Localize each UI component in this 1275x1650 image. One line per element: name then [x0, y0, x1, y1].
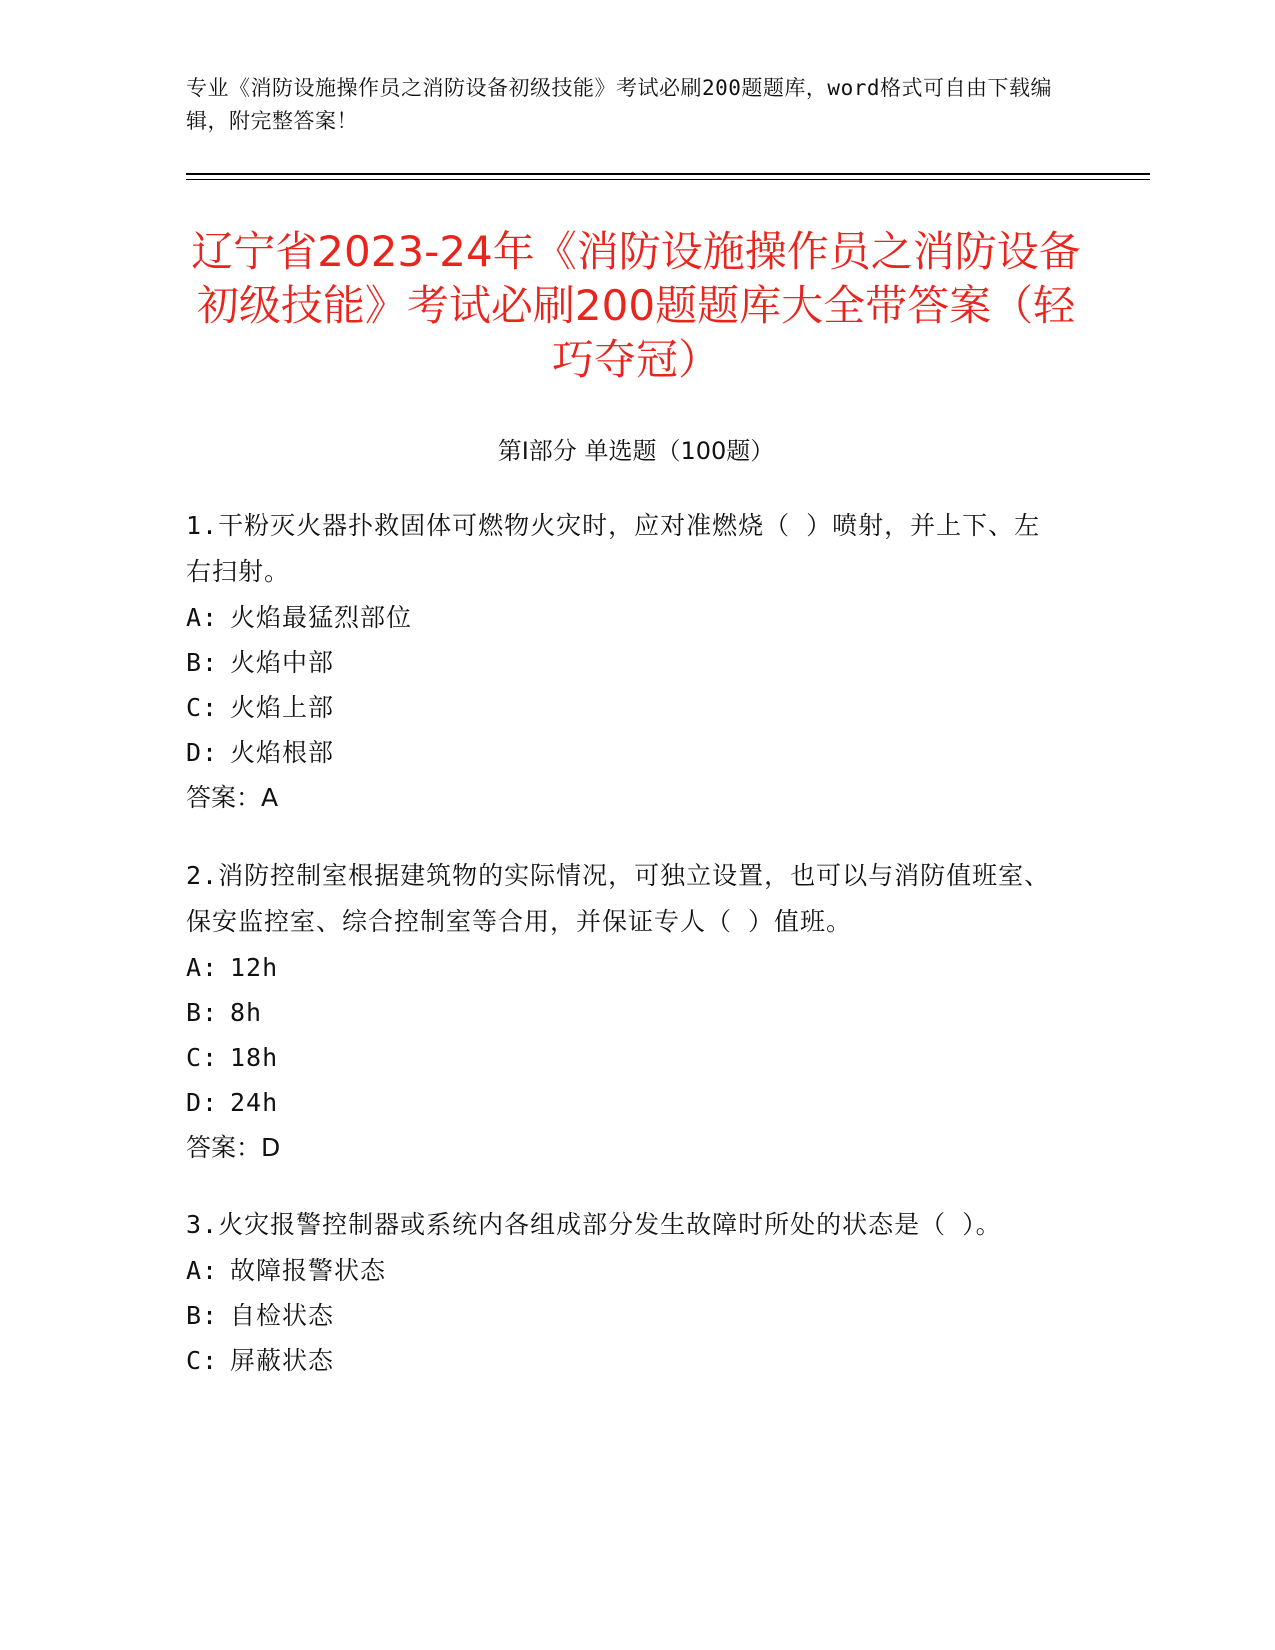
question-2 — [186, 853, 1066, 1171]
section-heading: 第I部分 单选题（100题） — [497, 437, 775, 465]
question-3 — [186, 1202, 1066, 1383]
option-text: 火焰中部 — [230, 648, 335, 677]
option-a — [186, 945, 1066, 990]
option-text: 故障报警状态 — [230, 1256, 387, 1285]
option-text: 12h — [230, 953, 279, 982]
option-letter: D: — [186, 738, 219, 767]
option-text: 火焰上部 — [230, 693, 335, 722]
header-divider-thin — [186, 179, 1150, 180]
option-text: 自检状态 — [230, 1301, 335, 1330]
option-b — [186, 990, 1066, 1035]
option-d — [186, 730, 1066, 775]
option-c — [186, 1035, 1066, 1080]
option-letter: B: — [186, 648, 219, 677]
question-1 — [186, 503, 1066, 821]
option-letter: D: — [186, 1088, 219, 1117]
document-title: 辽宁省2023-24年《消防设施操作员之消防设备初级技能》考试必刷200题题库大全带答案（轻巧夺冠） — [191, 227, 1081, 384]
option-letter: A: — [186, 1256, 219, 1285]
option-letter: C: — [186, 1043, 219, 1072]
answer: 答案：A — [186, 783, 279, 812]
option-c — [186, 1338, 1066, 1383]
option-letter: C: — [186, 693, 219, 722]
option-text: 火焰最猛烈部位 — [230, 603, 413, 632]
question-stem: 1.干粉灭火器扑救固体可燃物火灾时，应对准燃烧（ ）喷射，并上下、左右扫射。 — [186, 511, 1041, 586]
option-d — [186, 1080, 1066, 1125]
option-text: 8h — [230, 998, 263, 1027]
option-letter: A: — [186, 953, 219, 982]
answer: 答案：D — [186, 1133, 281, 1162]
option-letter: B: — [186, 1301, 219, 1330]
header-divider-thick — [186, 173, 1150, 175]
option-text: 屏蔽状态 — [230, 1346, 335, 1375]
header-note: 专业《消防设施操作员之消防设备初级技能》考试必刷200题题库，word格式可自由下载编辑，附完整答案！ — [186, 76, 1052, 133]
option-a — [186, 595, 1066, 640]
option-letter: A: — [186, 603, 219, 632]
option-text: 火焰根部 — [230, 738, 335, 767]
option-letter: B: — [186, 998, 219, 1027]
option-letter: C: — [186, 1346, 219, 1375]
question-stem: 2.消防控制室根据建筑物的实际情况，可独立设置，也可以与消防值班室、保安监控室、综合控制室等合用，并保证专人（ ）值班。 — [186, 861, 1051, 936]
option-c — [186, 685, 1066, 730]
option-a — [186, 1248, 1066, 1293]
option-text: 24h — [230, 1088, 279, 1117]
option-b — [186, 1293, 1066, 1338]
option-text: 18h — [230, 1043, 279, 1072]
option-b — [186, 640, 1066, 685]
question-stem: 3.火灾报警控制器或系统内各组成部分发生故障时所处的状态是（ ）。 — [186, 1210, 1002, 1239]
